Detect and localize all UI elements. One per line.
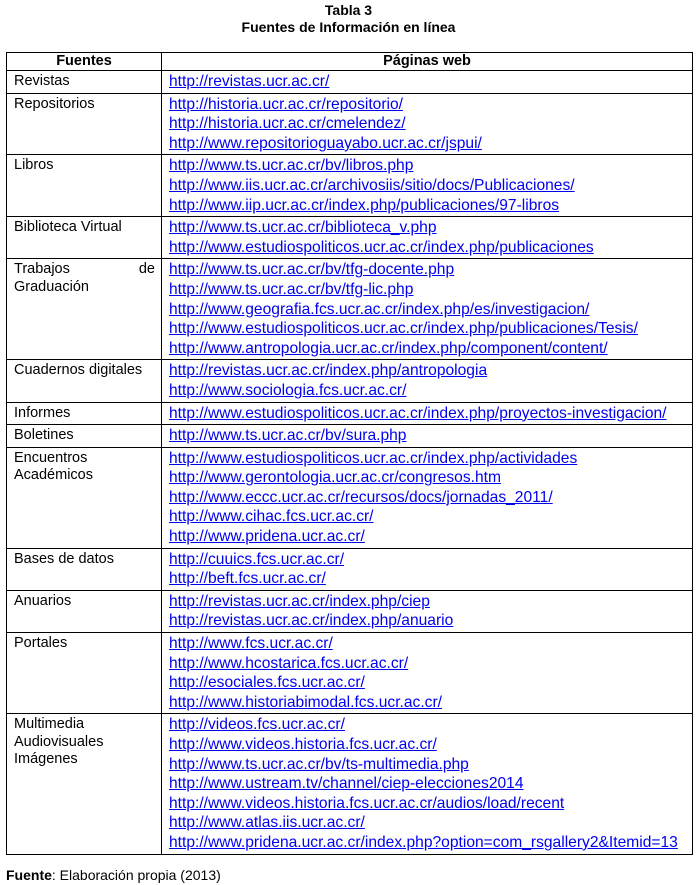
links-cell [162, 71, 693, 94]
web-link[interactable]: http://historia.ucr.ac.cr/repositorio/ [169, 95, 404, 113]
table-row [7, 402, 693, 425]
category-cell: Encuentros Académicos [7, 447, 162, 548]
table-row [7, 71, 693, 94]
web-link[interactable]: http://videos.fcs.ucr.ac.cr/ [169, 716, 345, 734]
web-link[interactable]: http://www.hcostarica.fcs.ucr.ac.cr/ [169, 654, 409, 672]
web-link[interactable]: http://www.iip.ucr.ac.cr/index.php/publicaciones/97-libros [169, 196, 560, 214]
web-link[interactable]: http://revistas.ucr.ac.cr/index.php/antropologia [169, 362, 488, 380]
web-link[interactable]: http://www.geografia.fcs.ucr.ac.cr/index.php/es/investigacion/ [169, 300, 590, 318]
sources-table [6, 52, 693, 855]
table-title: Fuentes de Información en línea [241, 19, 456, 35]
links-cell [162, 259, 693, 360]
web-link[interactable]: http://esociales.fcs.ucr.ac.cr/ [169, 674, 365, 692]
table-row [7, 425, 693, 448]
web-link[interactable]: http://www.fcs.ucr.ac.cr/ [169, 635, 333, 653]
category-cell: Trabajos de Graduación [7, 259, 162, 360]
web-link[interactable]: http://www.videos.historia.fcs.ucr.ac.cr/audios/load/recent [169, 794, 565, 812]
web-link[interactable]: http://www.gerontologia.ucr.ac.cr/congresos.htm [169, 469, 501, 487]
web-link[interactable]: http://www.ts.ucr.ac.cr/biblioteca_v.php [169, 219, 437, 237]
links-cell [162, 217, 693, 259]
source-footnote [6, 867, 221, 883]
web-link[interactable]: http://www.estudiospoliticos.ucr.ac.cr/index.php/proyectos-investigacion/ [169, 404, 667, 422]
table-row [7, 217, 693, 259]
web-link[interactable]: http://www.videos.historia.fcs.ucr.ac.cr/ [169, 736, 437, 753]
web-link[interactable]: http://www.ustream.tv/channel/ciep-elecciones2014 [169, 775, 524, 793]
web-link[interactable]: http://www.estudiospoliticos.ucr.ac.cr/index.php/publicaciones/Tesis/ [169, 320, 638, 338]
links-cell [162, 447, 693, 548]
web-link[interactable]: http://www.historiabimodal.fcs.ucr.ac.cr/ [169, 693, 442, 711]
links-cell [162, 425, 693, 448]
table-row [7, 548, 693, 590]
category-cell: Revistas [7, 71, 162, 94]
web-link[interactable]: http://historia.ucr.ac.cr/cmelendez/ [169, 115, 406, 133]
table-number: Tabla 3 [324, 2, 373, 18]
web-link[interactable]: http://www.ts.ucr.ac.cr/bv/libros.php [169, 157, 414, 175]
column-header-sources: Fuentes [7, 53, 162, 71]
web-link[interactable]: http://www.antropologia.ucr.ac.cr/index.php/component/content/ [169, 339, 608, 357]
web-link[interactable]: http://revistas.ucr.ac.cr/index.php/anuario [169, 612, 454, 630]
category-cell: Anuarios [7, 590, 162, 632]
category-cell: Bases de datos [7, 548, 162, 590]
category-cell: Cuadernos digitales [7, 360, 162, 402]
web-link[interactable]: http://www.atlas.iis.ucr.ac.cr/ [169, 814, 365, 832]
web-link[interactable]: http://revistas.ucr.ac.cr/index.php/ciep [169, 592, 430, 610]
web-link[interactable]: http://www.ts.ucr.ac.cr/bv/ts-multimedia.php [169, 755, 469, 773]
web-link[interactable]: http://www.repositorioguayabo.ucr.ac.cr/jspui/ [169, 134, 482, 152]
table-row [7, 590, 693, 632]
table-row [7, 447, 693, 548]
web-link[interactable]: http://www.ts.ucr.ac.cr/bv/tfg-lic.php [169, 280, 414, 298]
web-link[interactable]: http://www.cihac.fcs.ucr.ac.cr/ [169, 508, 374, 526]
category-cell: Libros [7, 155, 162, 217]
web-link[interactable]: http://beft.fcs.ucr.ac.cr/ [169, 570, 326, 588]
links-cell [162, 633, 693, 714]
links-cell [162, 155, 693, 217]
table-row [7, 360, 693, 402]
web-link[interactable]: http://www.eccc.ucr.ac.cr/recursos/docs/jornadas_2011/ [169, 488, 553, 506]
web-link[interactable]: http://revistas.ucr.ac.cr/ [169, 73, 330, 90]
links-cell [162, 402, 693, 425]
table-row [7, 714, 693, 854]
links-cell [162, 93, 693, 155]
category-cell: Informes [7, 402, 162, 425]
web-link[interactable]: http://www.iis.ucr.ac.cr/archivosiis/sitio/docs/Publicaciones/ [169, 176, 575, 194]
footnote-label: Fuente [6, 867, 52, 883]
header-row [7, 53, 693, 71]
table-row [7, 155, 693, 217]
links-cell [162, 714, 693, 854]
web-link[interactable]: http://www.estudiospoliticos.ucr.ac.cr/index.php/publicaciones [169, 238, 594, 256]
links-cell [162, 590, 693, 632]
table-row [7, 259, 693, 360]
footnote-text: : Elaboración propia (2013) [51, 867, 221, 883]
web-link[interactable]: http://www.pridena.ucr.ac.cr/ [169, 528, 365, 546]
category-cell: Boletines [7, 425, 162, 448]
table-row [7, 93, 693, 155]
category-cell: Repositorios [7, 93, 162, 155]
web-link[interactable]: http://www.ts.ucr.ac.cr/bv/tfg-docente.php [169, 261, 455, 279]
web-link[interactable]: http://www.estudiospoliticos.ucr.ac.cr/index.php/actividades [169, 449, 578, 467]
table-caption [0, 2, 697, 36]
web-link[interactable]: http://www.ts.ucr.ac.cr/bv/sura.php [169, 427, 407, 445]
links-cell [162, 548, 693, 590]
category-cell: Biblioteca Virtual [7, 217, 162, 259]
web-link[interactable]: http://www.pridena.ucr.ac.cr/index.php?option=com_rsgallery2&Itemid=13 [169, 833, 678, 851]
web-link[interactable]: http://cuuics.fcs.ucr.ac.cr/ [169, 550, 345, 568]
links-cell [162, 360, 693, 402]
table-row [7, 633, 693, 714]
column-header-pages: Páginas web [162, 53, 693, 71]
web-link[interactable]: http://www.sociologia.fcs.ucr.ac.cr/ [169, 381, 407, 399]
category-cell: Multimedia Audiovisuales Imágenes [7, 714, 162, 854]
category-cell: Portales [7, 633, 162, 714]
